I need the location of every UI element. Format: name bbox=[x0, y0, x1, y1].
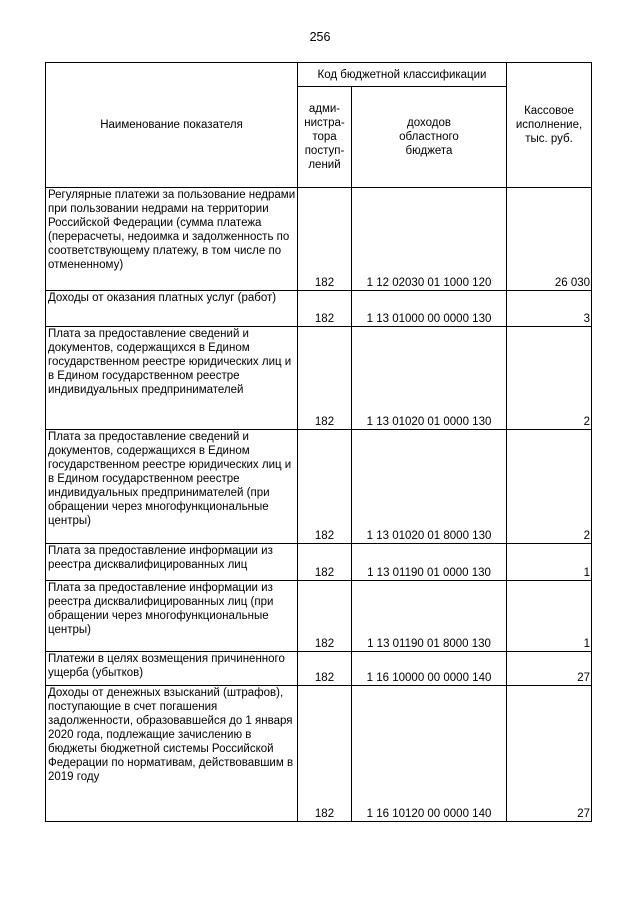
table-row bbox=[46, 430, 592, 544]
row-admin-code: 182 bbox=[298, 544, 352, 581]
table-row bbox=[46, 581, 592, 652]
header-name: Наименование показателя bbox=[46, 63, 298, 188]
row-admin-code: 182 bbox=[298, 581, 352, 652]
row-name: Доходы от денежных взысканий (штрафов), поступающие в счет погашения задолженности, образовавшейся до 1 января 2020 года, подлежащие зачислению в бюджеты бюджетной системы Российской Федерации по нормативам, действовавшим в 2019 году bbox=[46, 686, 298, 822]
row-amount: 2 bbox=[507, 430, 592, 544]
table-row bbox=[46, 686, 592, 822]
row-amount: 27 bbox=[507, 652, 592, 686]
header-classification-code: Код бюджетной классификации bbox=[298, 63, 507, 87]
table-row bbox=[46, 544, 592, 581]
header-regional-income: доходов областного бюджета bbox=[352, 87, 507, 188]
row-admin-code: 182 bbox=[298, 652, 352, 686]
page-number: 256 bbox=[309, 30, 331, 44]
row-name: Платежи в целях возмещения причиненного ущерба (убытков) bbox=[46, 652, 298, 686]
budget-table bbox=[45, 62, 592, 822]
row-amount: 2 bbox=[507, 327, 592, 430]
row-admin-code: 182 bbox=[298, 291, 352, 327]
row-admin-code: 182 bbox=[298, 686, 352, 822]
row-income-code: 1 16 10000 00 0000 140 bbox=[352, 652, 507, 686]
row-admin-code: 182 bbox=[298, 430, 352, 544]
row-amount: 3 bbox=[507, 291, 592, 327]
table-row bbox=[46, 327, 592, 430]
row-name: Регулярные платежи за пользование недрами при пользовании недрами на территории Российской Федерации (сумма платежа (перерасчеты, недоимка и задолженность по соответствующему платежу, в том числе по отмененному) bbox=[46, 188, 298, 291]
row-admin-code: 182 bbox=[298, 188, 352, 291]
row-amount: 1 bbox=[507, 544, 592, 581]
row-income-code: 1 13 01020 01 0000 130 bbox=[352, 327, 507, 430]
row-name: Плата за предоставление информации из реестра дисквалифицированных лиц bbox=[46, 544, 298, 581]
row-amount: 27 bbox=[507, 686, 592, 822]
header-administrator: адми- нистра- тора поступ- лений bbox=[298, 87, 352, 188]
row-name: Плата за предоставление сведений и документов, содержащихся в Едином государственном реестре юридических лиц и в Едином государственном реестре индивидуальных предпринимателей bbox=[46, 327, 298, 430]
row-name: Доходы от оказания платных услуг (работ) bbox=[46, 291, 298, 327]
row-admin-code: 182 bbox=[298, 327, 352, 430]
row-income-code: 1 12 02030 01 1000 120 bbox=[352, 188, 507, 291]
row-income-code: 1 13 01000 00 0000 130 bbox=[352, 291, 507, 327]
row-income-code: 1 16 10120 00 0000 140 bbox=[352, 686, 507, 822]
row-income-code: 1 13 01190 01 8000 130 bbox=[352, 581, 507, 652]
row-income-code: 1 13 01020 01 8000 130 bbox=[352, 430, 507, 544]
table-row bbox=[46, 291, 592, 327]
table-row bbox=[46, 188, 592, 291]
row-name: Плата за предоставление сведений и документов, содержащихся в Едином государственном реестре юридических лиц и в Едином государственном реестре индивидуальных предпринимателей (при обращении через многофункциональные центры) bbox=[46, 430, 298, 544]
row-amount: 26 030 bbox=[507, 188, 592, 291]
row-name: Плата за предоставление информации из реестра дисквалифицированных лиц (при обращении через многофункциональные центры) bbox=[46, 581, 298, 652]
table-row bbox=[46, 652, 592, 686]
row-amount: 1 bbox=[507, 581, 592, 652]
header-cash-execution: Кассовое исполнение, тыс. руб. bbox=[507, 63, 592, 188]
row-income-code: 1 13 01190 01 0000 130 bbox=[352, 544, 507, 581]
